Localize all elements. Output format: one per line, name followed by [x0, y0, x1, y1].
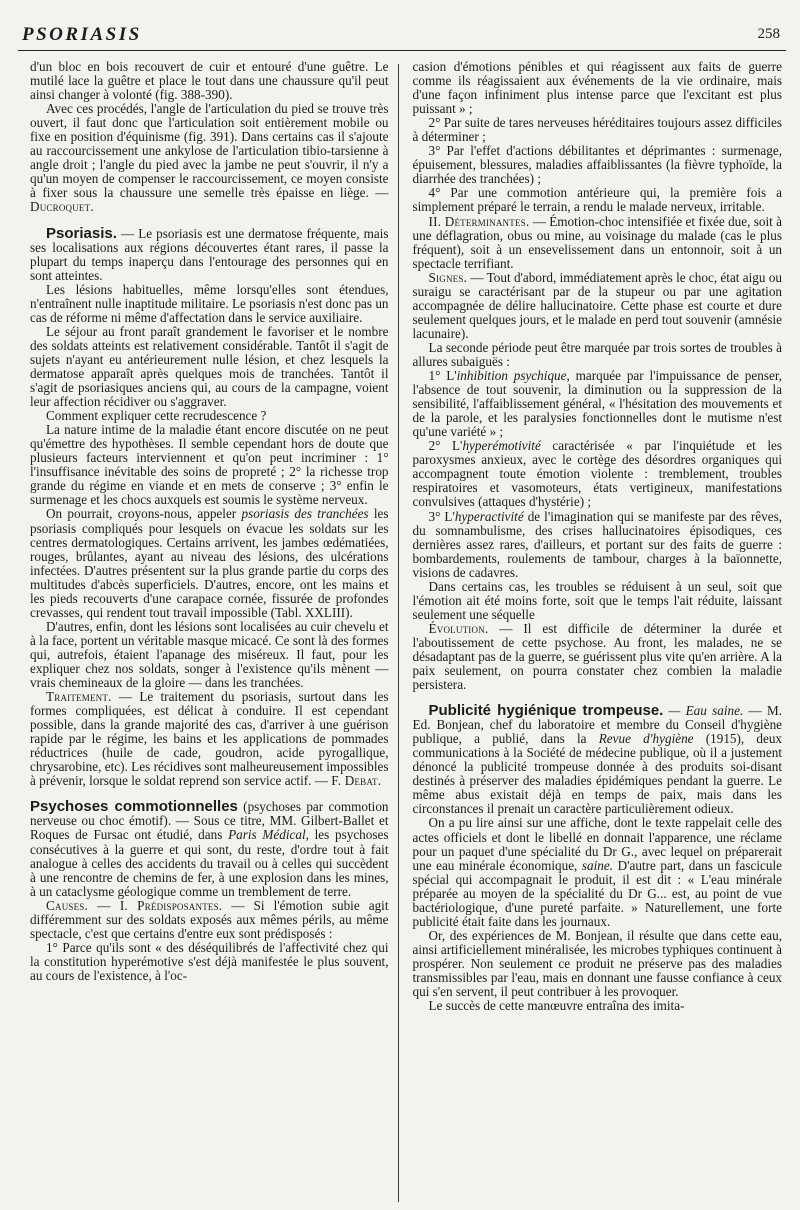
entry-headword: Psoriasis. [46, 224, 117, 242]
paragraph-text: de l'imagination qui se manifeste par des rêves, du somnambulisme, des crises hallucinatoires épisodiques, ces dernières assez rares, d'ailleurs, et portant sur des faits de guerre : bombardements, roulements de tambour, charges à la baïonnette, visions de cadavres. [412, 508, 783, 580]
paragraph [413, 816, 783, 928]
section-label: Traitement. [46, 689, 112, 705]
paragraph-text: — Le psoriasis est une dermatose fréquente, mais ses localisations aux régions découvertes étant rares, il passe la plupart du temps inaperçu dans l'entourage des personnes qui en sont atteintes. [30, 225, 389, 283]
paragraph-text: Avec ces procédés, l'angle de l'articulation du pied se trouve très ouvert, il faut donc que l'articulation soit entièrement mobile ou fixe en position d'équinisme (fig. 391). Dans certains cas il s'ajoute au raccourcissement une ankylose de l'articulation tibio-tarsienne à angle droit ; l'angle du pied avec la jambe ne peut s'ouvrir, il n'y a qu'un moyen de compenser le raccourcissement, ce moyen consiste à fixer sous la chaussure une semelle très épaisse en liège. — [30, 101, 389, 201]
paragraph-text: 3° L' [428, 508, 455, 524]
paragraph [413, 271, 783, 341]
paragraph-text: , marquée par l'impuissance de penser, l'absence de tout souvenir, la diminution ou la suppression de la sensibilité, l'affaiblissement général, « l'hésitation des mouvements et de la parole, et les paralysies fonctionnelles dont le mutisme n'est qu'une variété » ; [412, 368, 783, 440]
italic-term: hyperactivité [454, 508, 524, 524]
section-label: Évolution. [428, 620, 489, 636]
paragraph: 4° Par une commotion antérieure qui, la première fois a simplement préparé le terrain, a rendu le malade nerveux, irritable. [412, 185, 783, 215]
italic-term: psoriasis des tranchées [241, 506, 369, 522]
italic-term: Revue d'hygiène [598, 731, 694, 747]
paragraph [413, 369, 783, 439]
paragraph-text: les psoriasis compliqués pour lesquels on évacue les soldats sur les centres dermatologiques. Certains arrivent, les jambes œdématiées, rouges, brûlantes, ayant au niveau des lésions, des ulcérations infectées. D'autres présentent sur la plus grande partie du corps des multitudes d'abcès superficiels. D'autres, encore, ont les mains et les pieds recouverts d'une carapace cornée, fissurée de profondes crevasses, qui rendent tout travail impossible (Tabl. XXLIII). [30, 506, 389, 620]
paragraph [30, 899, 389, 941]
paragraph: 3° Par l'effet d'actions débilitantes et déprimantes : surmenage, épuisement, blessures, maladies affaiblissantes (la fièvre typhoïde, la diarrhée des tranchées) ; [412, 143, 783, 187]
paragraph-text: — Émotion-choc intensifiée et fixée due, soit à une déflagration, obus ou mine, au voisinage du malade (cas le plus fréquent), soit à un ensevelissement dans un entonnoir, soit à un spectacle terrifiant. [412, 213, 783, 271]
text-columns [30, 60, 782, 1202]
italic-term: inhibition psychique [456, 368, 567, 384]
running-head [18, 22, 786, 51]
entry-publicite [413, 704, 783, 816]
section-label: Causes. — I. Prédisposantes. [46, 897, 223, 913]
paragraph: Comment expliquer cette recrudescence ? [46, 408, 267, 424]
paragraph-text: caractérisée « par l'inquiétude et les paroxysmes anxieux, avec le cortège des désordres organiques qui accompagnent toute émotion violente : tremblement, troubles respiratoires et vasomoteurs, états vertigineux, manifestations convulsives (attaques d'hystérie) ; [412, 438, 783, 510]
paragraph-text: D'autre part, dans un fascicule spécial qui accompagnait le produit, il est dit : « L'eau minérale préparée au moyen de la spécialité du Dr G... est, au point de vue bactériologique, d'une pureté parfaite. » Naturellement, une forte publicité était faite dans les journaux. [412, 857, 783, 929]
paragraph-text: — M. Ed. Bonjean, chef du laboratoire et membre du Conseil d'hygiène publique, a publié, dans la [412, 703, 783, 747]
entry-headword: Publicité hygiénique trompeuse. [428, 702, 664, 720]
left-column [30, 60, 398, 1202]
paragraph-text: (psychoses par commotion nerveuse ou choc émotif). — Sous ce titre, MM. Gilbert-Ballet et Roques de Fursac ont étudié, dans [30, 799, 389, 843]
running-title: PSORIASIS [22, 24, 142, 45]
right-column [399, 60, 783, 1202]
paragraph: Le succès de cette manœuvre entraîna des imita- [428, 998, 685, 1014]
italic-term: Paris Médical, [228, 827, 309, 843]
paragraph [30, 507, 389, 619]
paragraph [413, 439, 783, 509]
paragraph-text: les psychoses consécutives à la guerre et qui sont, du reste, d'ordre tout à fait analogue à celles des accidents du travail ou à celles qui succèdent à une rencontre de chemins de fer, à une explosion dans les mines, à un cataclysme géologique comme un tremblement de terre. [30, 827, 389, 899]
paragraph: 1° Parce qu'ils sont « des déséquilibrés de l'affectivité chez qui la constitution hyperémotive s'est déjà manifestée le plus souvent, au cours de l'existence, à l'oc- [30, 939, 389, 983]
paragraph [30, 102, 389, 214]
paragraph: Or, des expériences de M. Bonjean, il résulte que dans cette eau, ainsi artificiellement minéralisée, les microbes typhiques continuent à prospérer. Non seulement ce produit ne préserve pas des maladies transmissibles par l'eau, mais en donnant une fausse confiance à ceux qui s'en servent, il peut contribuer à les provoquer. [412, 927, 783, 1000]
author-signature: Ducroquet. [30, 199, 94, 215]
paragraph [413, 215, 783, 271]
paragraph-text: — Si l'émotion subie agit différemment sur des soldats exposés aux mêmes périls, au même spectacle, c'est que certains d'entre eux sont prédisposés : [30, 897, 389, 941]
italic-term: hyperémotivité [462, 438, 541, 454]
paragraph-text: — Le traitement du psoriasis, surtout dans les formes compliquées, est délicat à conduire. Il est cependant possible, dans la grande majorité des cas, d'arriver à une guérison rapide par le régime, les bains et les applications de pommades réductrices (huile de cade, goudron, acide pyrogallique, chrysarobine, etc). Les récidives sont malheureusement impossibles à prévenir, lorsque le soldat reprend son service actif. — [30, 689, 389, 789]
paragraph: Les lésions habituelles, même lorsqu'elles sont étendues, n'entraînent nulle inaptitude militaire. Le psoriasis n'est donc pas un cas de réforme ni même d'affectation dans le service auxiliaire. [30, 281, 389, 325]
paragraph-text: On a pu lire ainsi sur une affiche, dont le texte rappelait celle des actes officiels et dont le libellé en donnait l'apparence, une réclame pour un paquet d'une spécialité du Dr G., avec lequel on préparerait une eau minérale économique, [412, 815, 783, 873]
section-label: II. Déterminantes. [428, 213, 530, 229]
paragraph: Le séjour au front paraît grandement le favoriser et le nombre des soldats atteints est relativement considérable. Tantôt il s'agit de sujets n'ayant eu antérieurement nulle lésion, et chez lesquels la dermatose apparaît après quelques mois de tranchées. Tantôt il s'agit de psoriasiques anciens qui, au cours de la campagne, voient leur affection récidiver ou s'aggraver. [30, 323, 389, 410]
paragraph-text: (1915), deux communications à la Société de médecine publique, où il a justement dénoncé la publicité trompeuse donnée à des produits soi-disant destinés à préserver des maladies épidémiques pendant la guerre. Le même abus existait déjà en temps de paix, mais dans les circonstances il prenait un caractère particulièrement odieux. [412, 731, 783, 817]
page-number: 258 [757, 26, 780, 42]
paragraph: Dans certains cas, les troubles se réduisent à un seul, soit que l'émotion ait été moins forte, soit que le temps l'ait réduite, laissant seulement une séquelle [412, 578, 783, 622]
italic-term: saine. [581, 857, 614, 873]
paragraph: casion d'émotions pénibles et qui réagissent aux faits de guerre comme ils réagissaient aux événements de la vie ordinaire, mais d'une façon infiniment plus intense parce que l'excitant est plus puissant » ; [412, 59, 783, 117]
paragraph [413, 622, 783, 692]
paragraph-text: — Tout d'abord, immédiatement après le choc, état aigu ou suraigu se caractérisant par de la stupeur ou par une agitation accompagnée de délire hallucinatoire. Cette phase est courte et dure seulement quelques jours, et le malade en perd tout souvenir (amnésie lacunaire). [412, 269, 783, 341]
paragraph-text: 1° L' [428, 368, 457, 384]
paragraph: 2° Par suite de tares nerveuses héréditaires toujours assez difficiles à déterminer ; [412, 115, 783, 145]
author-signature: F. Debat. [331, 773, 382, 789]
paragraph: La nature intime de la maladie étant encore discutée on ne peut qu'émettre des hypothèses. Il semble cependant hors de doute que plusieurs facteurs interviennent et qu'on peut incriminer : 1° l'insuffisance inévitable des soins de propreté ; 2° la richesse trop grande du régime en viande et en mets de conserve ; 3° enfin le surmenage et les chocs auxquels est soumis le système nerveux. [30, 422, 389, 508]
section-label: Signes. [428, 269, 468, 285]
paragraph [413, 510, 783, 580]
paragraph: d'un bloc en bois recouvert de cuir et entouré d'une guêtre. Le mutilé lace la guêtre et place le tout dans une chaussure qu'il peut ainsi changer à volonté (fig. 388-390). [30, 59, 389, 103]
entry-subtitle: — Eau saine. [663, 703, 744, 719]
paragraph: D'autres, enfin, dont les lésions sont localisées au cuir chevelu et à la face, portent un véritable masque micacé. Ce sont là des formes qui, autrefois, étaient l'apanage des miséreux. Il faut, pour les expliquer chez nos soldats, songer à l'existence qu'ils mènent — vrais chemineaux de la gloire — dans les tranchées. [30, 618, 389, 691]
paragraph: La seconde période peut être marquée par trois sortes de troubles à allures subaiguës : [412, 339, 783, 369]
paragraph-text: — Il est difficile de déterminer la durée et l'aboutissement de cette psychose. Au front, les malades, ne se désadaptant pas de la guerre, se guérissent plus vite qu'en arrière. A la paix seulement, on pourra constater chez combien la maladie persistera. [412, 620, 783, 693]
paragraph [30, 690, 389, 788]
paragraph-text: 2° L' [428, 438, 463, 454]
entry-psychoses [30, 800, 389, 898]
entry-psoriasis [30, 224, 389, 283]
paragraph-text: On pourrait, croyons-nous, appeler [46, 506, 242, 522]
entry-headword: Psychoses commotionnelles [30, 798, 238, 816]
